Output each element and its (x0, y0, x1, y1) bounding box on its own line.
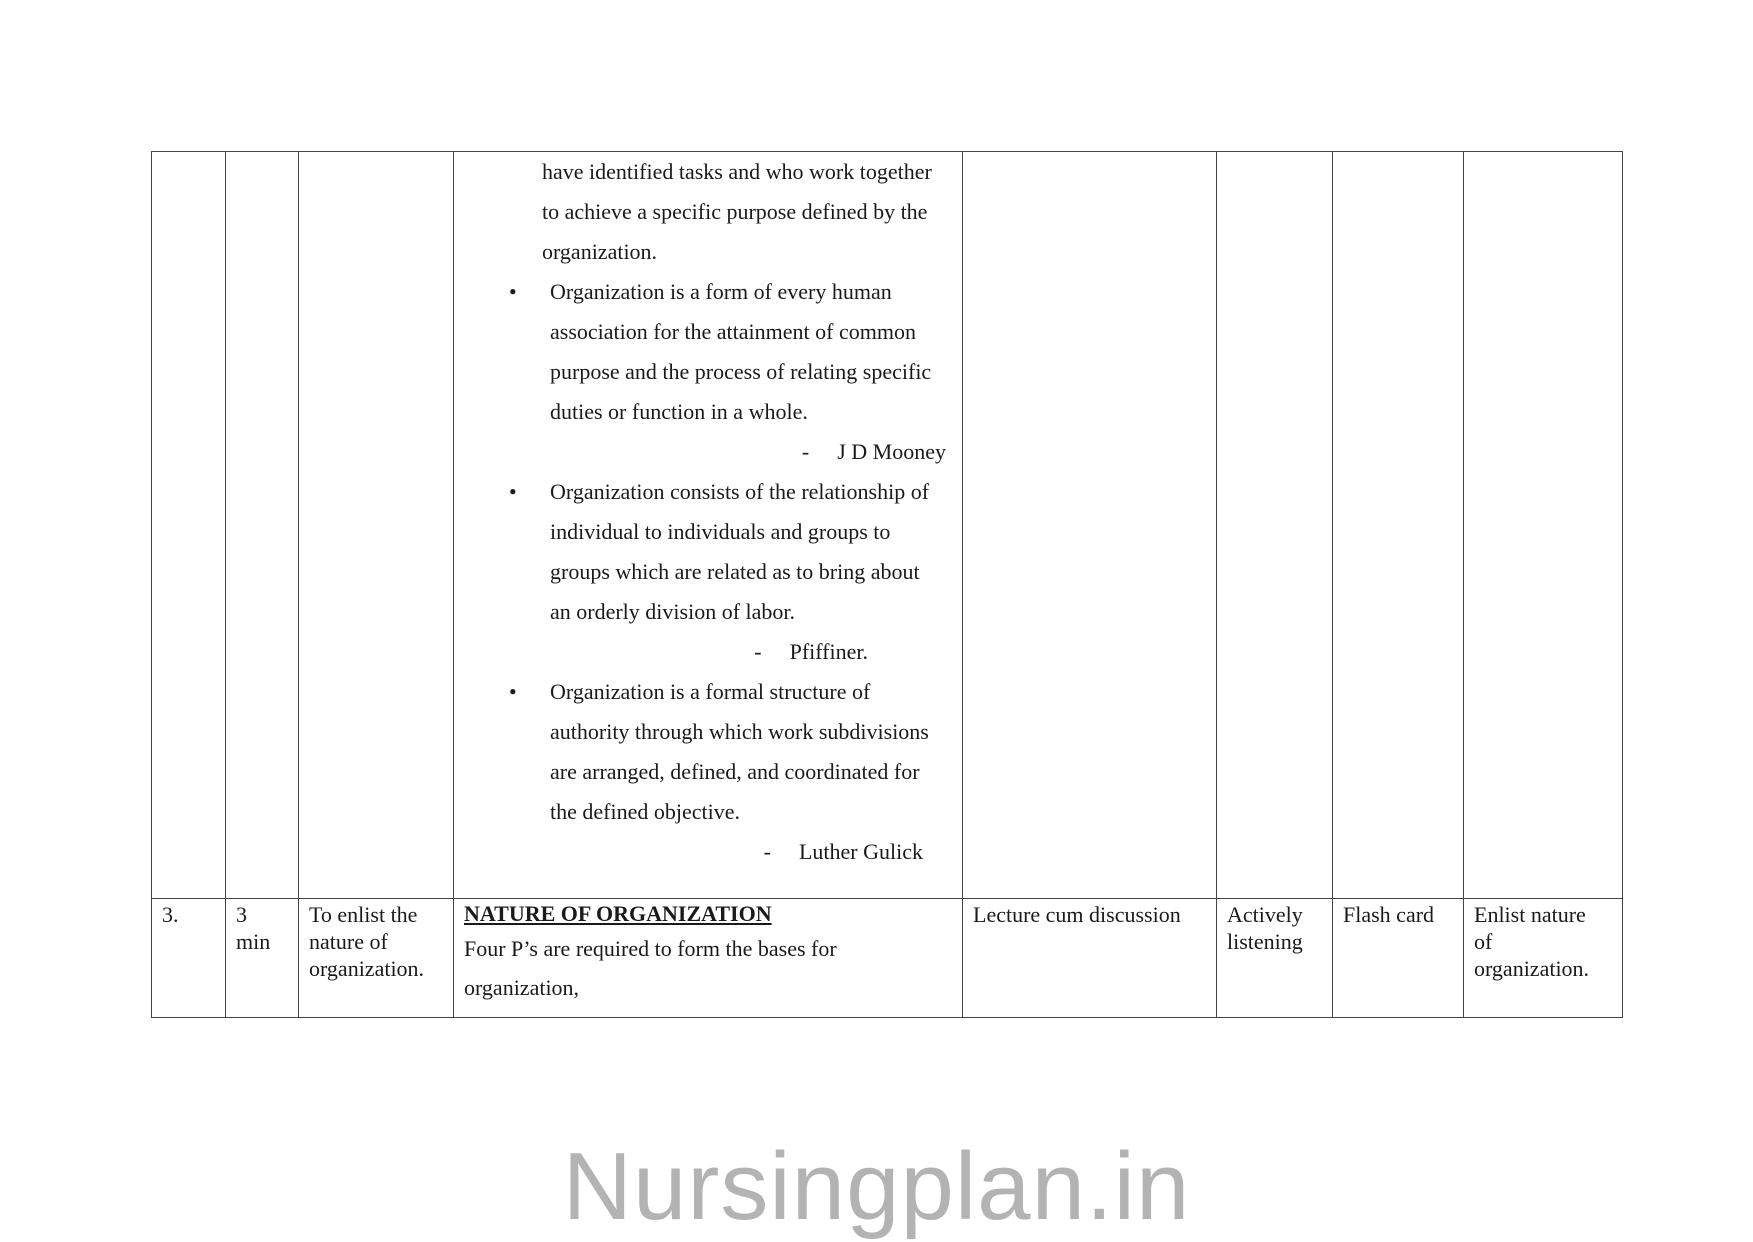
definition-line: groups which are related as to bring about (550, 559, 920, 584)
definition-line: the defined objective. (550, 799, 740, 824)
definition-line: authority through which work subdivisions (550, 719, 929, 744)
definition-item (509, 272, 948, 472)
definition-list (464, 272, 948, 872)
attribution (550, 432, 948, 472)
attribution-author: J D Mooney (837, 439, 946, 464)
evaluation-line: Enlist nature (1474, 902, 1586, 927)
content-cell (454, 899, 963, 1018)
bullet-icon: • (509, 279, 517, 304)
intro-line: to achieve a specific purpose defined by the (542, 199, 928, 224)
definition-line: duties or function in a whole. (550, 399, 808, 424)
section-heading: NATURE OF ORGANIZATION (464, 901, 772, 926)
attribution-dash: - (763, 839, 771, 864)
evaluation-cell-empty (1464, 152, 1623, 899)
sno-text: 3. (162, 902, 179, 927)
attribution-dash: - (754, 639, 762, 664)
attribution (550, 832, 948, 872)
definition-line: association for the attainment of common (550, 319, 916, 344)
content-cell-continuation (454, 152, 963, 899)
objective-cell (299, 899, 454, 1018)
sno-cell (152, 899, 226, 1018)
teaching-activity-cell-empty (963, 152, 1217, 899)
evaluation-cell (1464, 899, 1623, 1018)
time-cell-empty (226, 152, 299, 899)
attribution (550, 632, 948, 672)
attribution-author: Pfiffiner. (789, 639, 868, 664)
bullet-icon: • (509, 479, 517, 504)
av-aid-cell (1333, 899, 1464, 1018)
intro-text (464, 152, 948, 272)
table-row-continuation (152, 152, 1623, 899)
definition-line: an orderly division of labor. (550, 599, 796, 624)
teaching-activity-cell (963, 899, 1217, 1018)
definition-line: Organization consists of the relationship of (550, 479, 930, 504)
attribution-author: Luther Gulick (798, 839, 923, 864)
content-line: Four P’s are required to form the bases for (464, 936, 837, 961)
teaching-activity-text: Lecture cum discussion (973, 902, 1181, 927)
av-aid-cell-empty (1333, 152, 1464, 899)
definition-line: are arranged, defined, and coordinated for (550, 759, 920, 784)
lesson-plan-table (151, 151, 1623, 1018)
definition-line: individual to individuals and groups to (550, 519, 891, 544)
definition-line: purpose and the process of relating specific (550, 359, 932, 384)
objective-line: To enlist the (309, 902, 418, 927)
bullet-icon: • (509, 679, 517, 704)
learning-activity-cell-empty (1217, 152, 1333, 899)
table-row-3 (152, 899, 1623, 1018)
definition-line: Organization is a form of every human (550, 279, 892, 304)
learning-activity-cell (1217, 899, 1333, 1018)
site-watermark: Nursingplan.in (562, 1133, 1191, 1240)
objective-cell-empty (299, 152, 454, 899)
av-aid-text: Flash card (1343, 902, 1435, 927)
sno-cell-empty (152, 152, 226, 899)
content-line: organization, (464, 975, 580, 1000)
attribution-dash: - (801, 439, 810, 464)
definition-line: Organization is a formal structure of (550, 679, 871, 704)
evaluation-line: organization. (1474, 956, 1590, 981)
time-line: min (236, 929, 271, 954)
time-line: 3 (236, 902, 247, 927)
time-cell (226, 899, 299, 1018)
definition-item (509, 472, 948, 672)
learning-activity-line: listening (1227, 929, 1303, 954)
objective-line: nature of (309, 929, 388, 954)
objective-line: organization. (309, 956, 425, 981)
definition-item (509, 672, 948, 872)
learning-activity-line: Actively (1227, 902, 1303, 927)
intro-line: organization. (542, 239, 658, 264)
intro-line: have identified tasks and who work together (542, 159, 932, 184)
evaluation-line: of (1474, 929, 1493, 954)
